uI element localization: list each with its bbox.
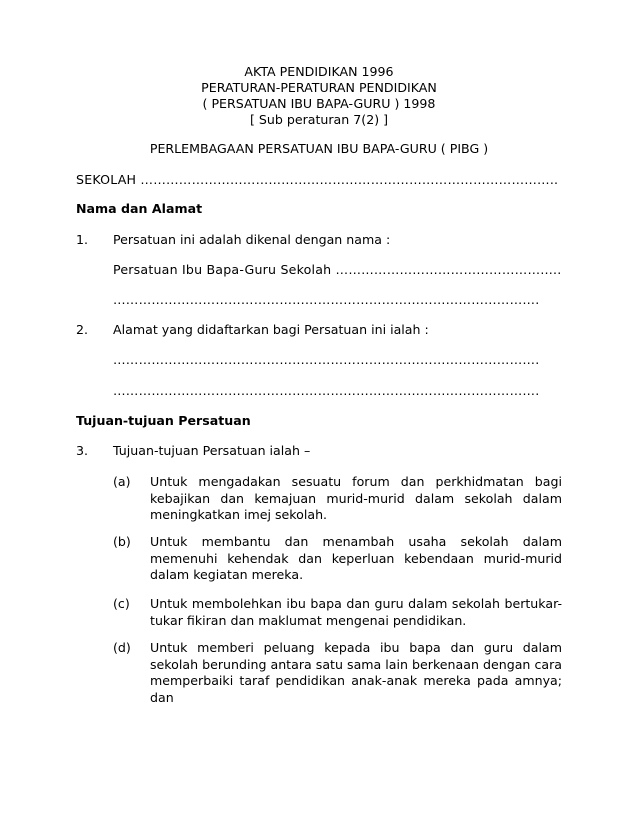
subitem-label-a: (a) (113, 474, 131, 489)
subitem-text-a: Untuk mengadakan sesuatu forum dan perkhidmatan bagi kebajikan dan kemajuan murid-murid dalam sekolah dalam meningkatkan imej sekolah. (150, 474, 562, 522)
item-text-1: Persatuan ini adalah dikenal dengan nama : (113, 232, 391, 247)
association-name-fill-line: Persatuan Ibu Bapa-Guru Sekolah …………………………………………….. (113, 262, 562, 277)
subitem-label-b: (b) (113, 534, 131, 549)
subitem-text-d: Untuk memberi peluang kepada ibu bapa dan guru dalam sekolah berunding antara satu sama lain berkenaan dengan cara memperbaiki taraf pendidikan anak-anak mereka pada amnya; dan (150, 640, 562, 705)
section-heading-name-address: Nama dan Alamat (76, 201, 203, 216)
item-number-1: 1. (76, 232, 89, 247)
subitem-text-b: Untuk membantu dan menambah usaha sekolah dalam memenuhi kehendak dan keperluan kebendaan murid-murid dalam kegiatan mereka. (150, 534, 562, 582)
item-text-3: Tujuan-tujuan Persatuan ialah – (113, 443, 311, 458)
association-name-fill-line-2: ………………………………………………………………………………………. (113, 292, 540, 307)
section-heading-objectives: Tujuan-tujuan Persatuan (76, 413, 251, 428)
item-text-2: Alamat yang didaftarkan bagi Persatuan ini ialah : (113, 322, 429, 337)
sub-regulation-ref: [ Sub peraturan 7(2) ] (249, 112, 389, 127)
item-number-2: 2. (76, 322, 89, 337)
subitem-label-c: (c) (113, 596, 130, 611)
item-number-3: 3. (76, 443, 89, 458)
regulation-title: PERATURAN-PERATURAN PENDIDIKAN (201, 80, 437, 95)
subitem-label-d: (d) (113, 640, 131, 655)
school-fill-line: SEKOLAH …………………………………………………………………………………….. (76, 172, 559, 187)
regulation-subtitle: ( PERSATUAN IBU BAPA-GURU ) 1998 (202, 96, 436, 111)
address-fill-line-1: ………………………………………………………………………………………. (113, 352, 540, 367)
constitution-title: PERLEMBAGAAN PERSATUAN IBU BAPA-GURU ( PIBG ) (149, 141, 489, 156)
address-fill-line-2: ………………………………………………………………………………………. (113, 383, 540, 398)
act-title: AKTA PENDIDIKAN 1996 (244, 64, 394, 79)
subitem-text-c: Untuk membolehkan ibu bapa dan guru dalam sekolah bertukar-tukar fikiran dan maklumat mengenai pendidikan. (150, 596, 562, 628)
